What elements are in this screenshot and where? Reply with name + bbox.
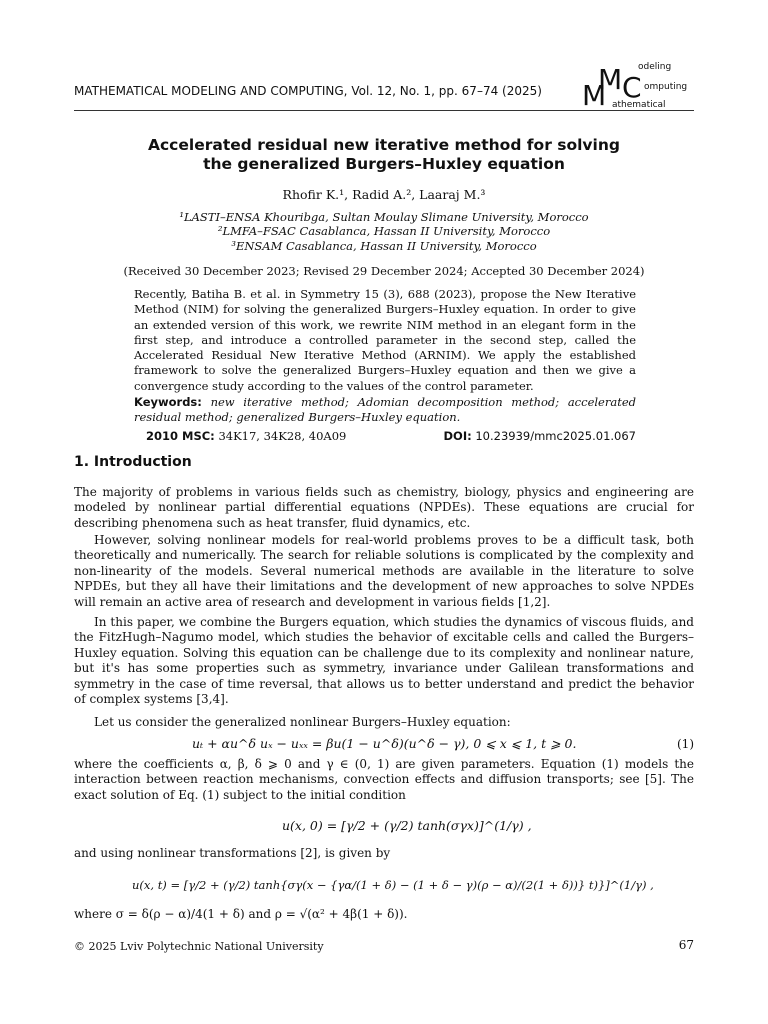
- paragraph-2: However, solving nonlinear models for real-world problems proves to be a difficult task, both theoretically and numerically. The search for reliable solutions is complicated by the complexity and non-linearity of the models. Several numerical methods are available in the literature to solve NPDEs, but they all have their limitations and the development of new approaches to solve NPDEs will remain an active area of research and development in various fields [1,2].: [74, 533, 694, 609]
- keywords-text: new iterative method; Adomian decomposition method; accelerated residual method; generalized Burgers–Huxley equation.: [134, 395, 636, 425]
- abstract: Recently, Batiha B. et al. in Symmetry 15 (3), 688 (2023), propose the New Iterative Method (NIM) for solving the generalized Burgers–Huxley equation. In order to give an extended version of this work, we rewrite NIM method in an elegant form in the first step, and introduce a controlled parameter in the second step, called the Accelerated Residual New Iterative Method (ARNIM). We apply the established framework to solve the generalized Burgers–Huxley equation and then we give a convergence study according to the values of the control parameter.: [134, 287, 636, 393]
- received-dates: (Received 30 December 2023; Revised 29 December 2024; Accepted 30 December 2024): [123, 264, 645, 278]
- paragraph-1: The majority of problems in various fields such as chemistry, biology, physics and engineering are modeled by nonlinear partial differential equations (NPDEs). These equations are crucial for describing phenomena such as heat transfer, fluid dynamics, etc.: [74, 485, 694, 530]
- logo-word-modeling: odeling: [638, 62, 672, 72]
- keywords-label: Keywords:: [134, 395, 202, 409]
- msc: [146, 429, 346, 443]
- keywords: [134, 395, 636, 426]
- doi-label: DOI:: [443, 429, 472, 443]
- doi-link[interactable]: 10.23939/mmc2025.01.067: [475, 429, 636, 443]
- title-line-2: the generalized Burgers–Huxley equation: [203, 155, 565, 173]
- section-heading: 1. Introduction: [74, 454, 192, 470]
- doi: [444, 429, 637, 443]
- journal-volume: Vol. 12, No. 1, pp. 67–74 (2025): [351, 84, 542, 98]
- header-rule: [74, 110, 694, 111]
- footer-copyright: © 2025 Lviv Polytechnic National University: [74, 940, 324, 953]
- journal-header: [74, 84, 542, 98]
- equation-1: uₜ + αu^δ uₓ − uₓₓ = βu(1 − u^δ)(u^δ − γ), 0 ⩽ x ⩽ 1, t ⩾ 0.: [192, 736, 577, 751]
- authors: Rhofir K.¹, Radid A.², Laaraj M.³: [282, 187, 486, 202]
- journal-logo: [582, 60, 694, 114]
- equation-2: u(x, 0) = [γ/2 + (γ/2) tanh(σγx)]^(1/γ) ,: [282, 818, 532, 833]
- logo-word-mathematical: athematical: [612, 100, 666, 110]
- logo-word-computing: omputing: [644, 82, 688, 92]
- journal-name: MATHEMATICAL MODELING AND COMPUTING,: [74, 84, 348, 98]
- msc-label: 2010 MSC:: [146, 429, 215, 443]
- logo-letter-c: C: [622, 71, 642, 104]
- paragraph-6: and using nonlinear transformations [2], is given by: [74, 846, 391, 860]
- paragraph-5: where the coefficients α, β, δ ⩾ 0 and γ ∈ (0, 1) are given parameters. Equation (1) models the interaction between reaction mechanisms, convection effects and diffusion transports; see [5]. The exact solution of Eq. (1) subject to the initial condition: [74, 757, 694, 802]
- affiliation-1: ¹LASTI–ENSA Khouribga, Sultan Moulay Slimane University, Morocco: [179, 210, 589, 224]
- paper-title: [74, 136, 694, 174]
- paragraph-3: In this paper, we combine the Burgers equation, which studies the dynamics of viscous fluids, and the FitzHugh–Nagumo model, which studies the behavior of excitable cells and called the Burgers–Huxley equation. Solving this equation can be challenge due to its complexity and nonlinear nature, but it's has some properties such as symmetry, invariance under Galilean transformations and symmetry in the case of time reversal, that allows us to better understand and predict the behavior of complex systems [3,4].: [74, 615, 694, 707]
- affiliation-2: ²LMFA–FSAC Casablanca, Hassan II University, Morocco: [217, 224, 551, 238]
- paragraph-4: Let us consider the generalized nonlinear Burgers–Huxley equation:: [94, 715, 511, 729]
- msc-codes: 34K17, 34K28, 40A09: [218, 429, 347, 443]
- title-line-1: Accelerated residual new iterative method for solving: [148, 136, 620, 154]
- logo-letter-m-top: M: [598, 63, 623, 96]
- equation-1-number: (1): [677, 737, 694, 751]
- page-number: 67: [678, 938, 694, 952]
- affiliation-3: ³ENSAM Casablanca, Hassan II University, Morocco: [231, 239, 537, 253]
- paragraph-7: where σ = δ(ρ − α)/4(1 + δ) and ρ = √(α² + 4β(1 + δ)).: [74, 907, 408, 921]
- logo-letter-m-bottom: M: [582, 79, 607, 112]
- equation-3: u(x, t) = [γ/2 + (γ/2) tanh{σγ(x − {γα/(1 + δ) − (1 + δ − γ)(ρ − α)/(2(1 + δ))} t)}]^(1/γ) ,: [132, 878, 654, 892]
